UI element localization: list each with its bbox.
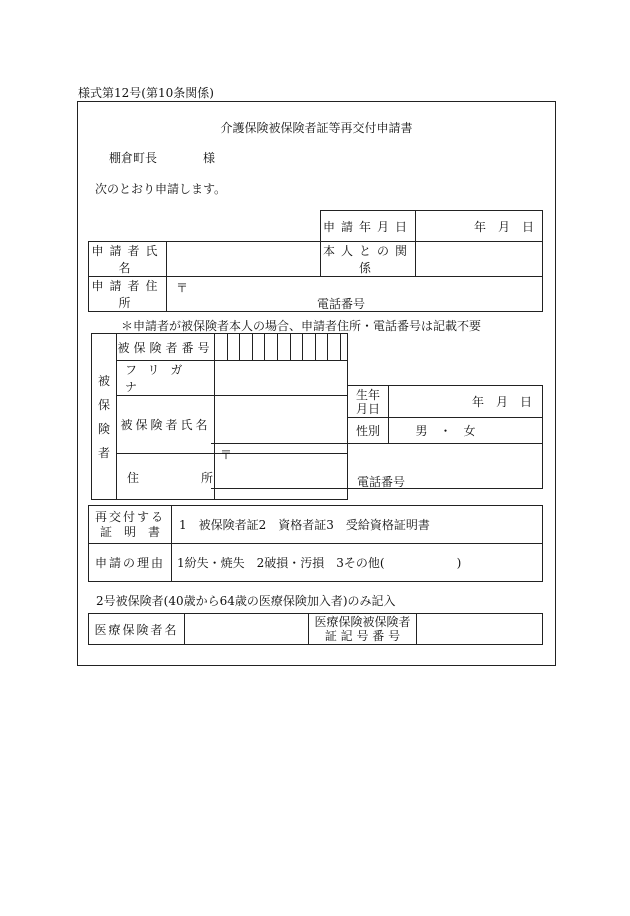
reissue-table (88, 505, 543, 582)
furigana-field[interactable] (215, 361, 348, 396)
section2-note: 2号被保険者(40歳から64歳の医療保険加入者)のみ記入 (96, 594, 396, 608)
digit-box[interactable] (227, 334, 240, 360)
applicant-name-field[interactable] (167, 242, 321, 277)
digit-box[interactable] (277, 334, 290, 360)
insured-address-box[interactable] (211, 443, 543, 489)
digit-box[interactable] (327, 334, 340, 360)
insured-name-label: 被保険者氏名 (117, 396, 215, 454)
insured-section-label: 被保険者 (92, 334, 117, 500)
addressee-name: 棚倉町長 (109, 151, 158, 165)
application-date-label: 申請年月日 (321, 211, 416, 242)
addressee-honorific: 様 (203, 151, 216, 165)
insured-address-label: 住 所 (117, 454, 215, 500)
relation-field[interactable] (416, 242, 543, 277)
application-date-field[interactable]: 年 月 日 (416, 211, 543, 242)
digit-box[interactable] (215, 334, 227, 360)
digit-box[interactable] (315, 334, 328, 360)
cert-options[interactable]: 1 被保険者証2 資格者証3 受給資格証明書 (172, 506, 543, 544)
birthdate-label: 生年月日 (348, 386, 389, 418)
insured-number-field[interactable] (215, 334, 348, 361)
digit-box[interactable] (264, 334, 277, 360)
digit-box[interactable] (239, 334, 252, 360)
medical-number-field[interactable] (417, 614, 543, 645)
reason-label: 申請の理由 (89, 544, 172, 582)
applicant-address-field[interactable] (167, 277, 543, 312)
applicant-note: ＊申請者が被保険者本人の場合、申請者住所・電話番号は記載不要 (121, 319, 482, 333)
insured-number-label: 被保険者番号 (117, 334, 215, 361)
birthdate-field[interactable]: 年 月 日 (389, 386, 543, 418)
furigana-label: フリガナ (117, 361, 215, 396)
applicant-address-label: 申請者住所 (89, 277, 167, 312)
birth-sex-table (347, 385, 543, 444)
postal-mark: 〒 (220, 448, 233, 462)
reason-options[interactable]: 1紛失・焼失 2破損・汚損 3その他( ) (172, 544, 543, 582)
insured-phone-label: 電話番号 (357, 475, 406, 489)
application-date-table (320, 210, 543, 242)
postal-mark: 〒 (176, 281, 189, 295)
insurer-label: 医療保険者名 (89, 614, 185, 645)
applicant-phone-label: 電話番号 (317, 297, 366, 311)
applicant-name-label: 申請者氏名 (89, 242, 167, 277)
intro-text: 次のとおり申請します。 (95, 182, 227, 196)
insurer-field[interactable] (185, 614, 309, 645)
medical-table (88, 613, 543, 645)
digit-box[interactable] (252, 334, 265, 360)
form-number: 様式第12号(第10条関係) (78, 86, 214, 100)
form-title: 介護保険被保険者証等再交付申請書 (220, 121, 413, 135)
digit-box[interactable] (302, 334, 315, 360)
medical-number-label: 医療保険被保険者 証 記 号 番 号 (309, 614, 417, 645)
cert-label: 再交付する 証 明 書 (89, 506, 172, 544)
relation-label: 本人との関係 (321, 242, 416, 277)
sex-field[interactable]: 男 ・ 女 (389, 418, 543, 444)
applicant-table (88, 241, 543, 312)
sex-label: 性別 (348, 418, 389, 444)
digit-box[interactable] (290, 334, 303, 360)
